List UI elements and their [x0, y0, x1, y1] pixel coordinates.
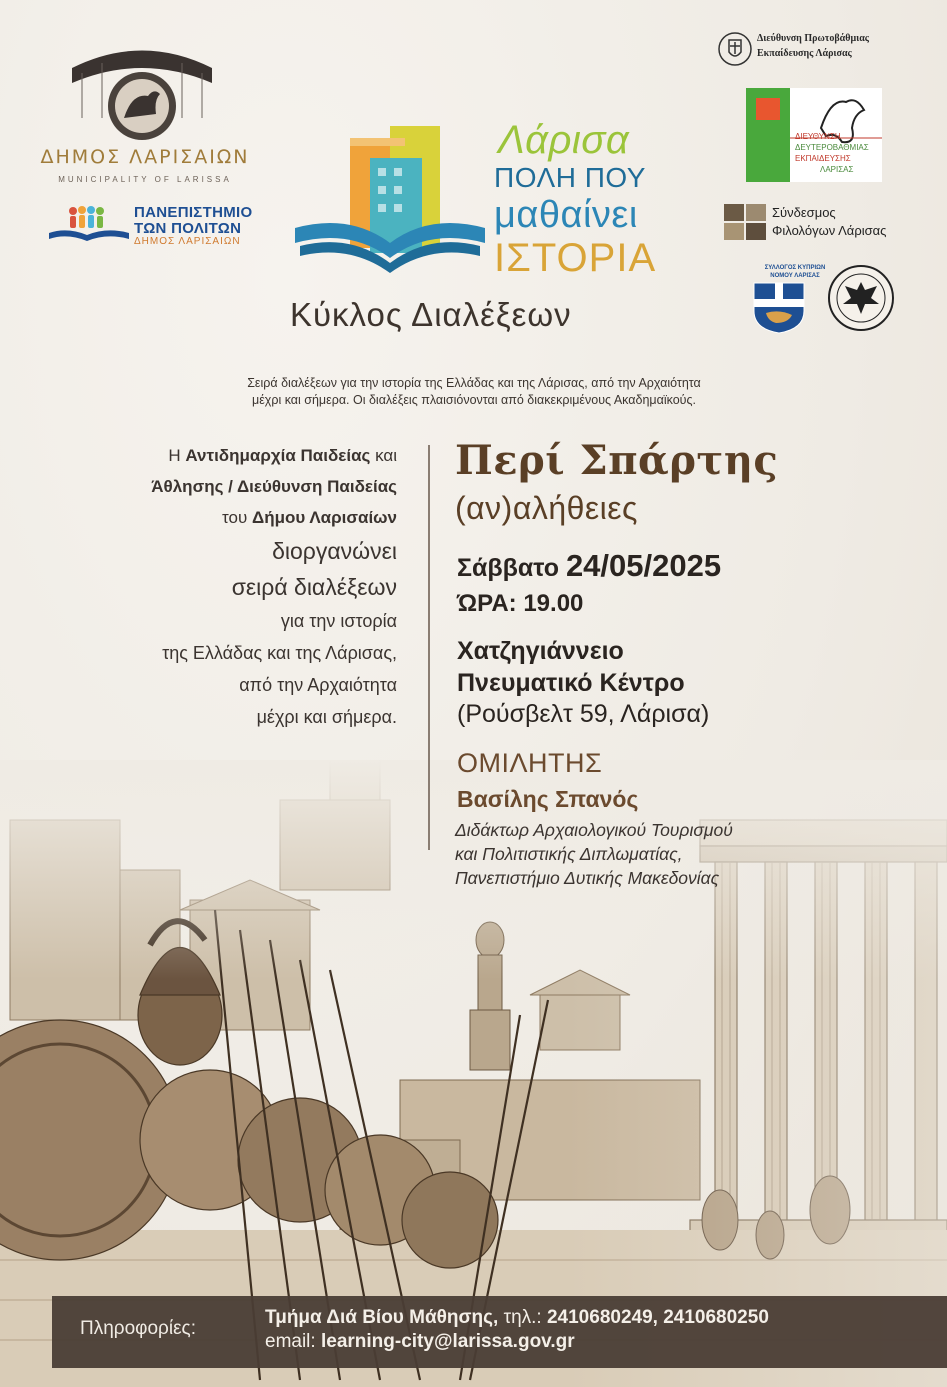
citizens-university-line1: ΠΑΝΕΠΙΣΤΗΜΙΟ: [134, 204, 253, 221]
info-label: Πληροφορίες:: [80, 1318, 196, 1339]
secondary-education-line3: ΕΚΠΑΙΔΕΥΣΗΣ: [795, 154, 851, 163]
organizer-text: [40, 440, 397, 733]
citizens-university-logo: [45, 203, 133, 245]
municipality-name: ΔΗΜΟΣ ΛΑΡΙΣΑΙΩΝ: [40, 146, 250, 168]
logo-title-line2: ΠΟΛΗ ΠΟΥ: [494, 162, 646, 193]
organizer-line4: διοργανώνει: [272, 538, 397, 564]
venue-line1: Χατζηγιάννειο: [457, 637, 624, 665]
intro-line1: Σειρά διαλέξεων για την ιστορία της Ελλάδας και της Λάρισας, από την Αρχαιότητα: [247, 376, 701, 390]
organizer-line5: σειρά διαλέξεων: [231, 574, 397, 600]
organizer-line7: της Ελλάδας και της Λάρισας,: [162, 643, 397, 663]
speaker-credentials-line2: και Πολιτιστικής Διπλωματίας,: [455, 844, 683, 864]
education-deputy-mayor: Αντιδημαρχία Παιδείας: [185, 446, 371, 465]
lecture-date: [457, 548, 721, 584]
phone-label: τηλ.:: [498, 1307, 547, 1328]
primary-education-line1: Διεύθυνση Πρωτοβάθμιας: [757, 33, 870, 44]
primary-education-line2: Εκπαίδευσης Λάρισας: [757, 48, 852, 59]
organizer-line6: για την ιστορία: [280, 611, 397, 631]
citizens-university-line3: ΔΗΜΟΣ ΛΑΡΙΣΑΙΩΝ: [134, 236, 241, 247]
philologists-line1: Σύνδεσμος: [772, 205, 836, 220]
cypriots-association-line2: ΝΟΜΟΥ ΛΑΡΙΣΑΣ: [770, 273, 820, 279]
lecture-date-value: 24/05/2025: [565, 548, 722, 583]
lecture-time: ΏΡΑ: 19.00: [457, 590, 584, 617]
email-link[interactable]: learning-city@larissa.gov.gr: [320, 1331, 575, 1352]
philologists-line2: Φιλολόγων Λάρισας: [772, 223, 887, 238]
pontic-eagle-seal: [827, 264, 895, 332]
speaker-credentials-line3: Πανεπιστήμιο Δυτικής Μακεδονίας: [455, 868, 720, 888]
venue-line2: Πνευματικό Κέντρο: [457, 669, 685, 697]
municipality-subtitle: MUNICIPALITY OF LARISSA: [58, 175, 232, 184]
cypriots-association-line1: ΣΥΛΛΟΓΟΣ ΚΥΠΡΙΩΝ: [764, 265, 826, 271]
municipality-of-larissa: Δήμου Λαρισαίων: [251, 508, 397, 527]
organizer-line8: από την Αρχαιότητα: [239, 675, 397, 695]
speaker-credentials-line1: Διδάκτωρ Αρχαιολογικού Τουρισμού: [455, 820, 733, 840]
column-divider: [428, 445, 430, 850]
secondary-education-line1: ΔΙΕΥΘΥΝΣΗ: [795, 132, 841, 141]
lecture-title: Περί Σπάρτης: [455, 437, 779, 484]
organizer-line1: Η Αντιδημαρχία Παιδείας και: [168, 446, 397, 465]
greek-emblem: [718, 30, 752, 68]
logo-title-line4: ΙΣΤΟΡΙΑ: [494, 236, 657, 280]
lecture-day: Σάββατο: [457, 554, 566, 582]
intro-line2: μέχρι και σήμερα. Οι διαλέξεις πλαισιόνονται από διακεκριμένους Ακαδημαϊκούς.: [252, 393, 696, 407]
lecture-subtitle: (αν)αλήθειες: [455, 490, 638, 526]
intro-text: [140, 375, 808, 409]
philologists-logo: [724, 204, 766, 240]
speaker-name: Βασίλης Σπανός: [457, 786, 639, 812]
cypriots-shield: [752, 281, 806, 335]
learning-city-logo: [290, 118, 490, 288]
info-email-line: [265, 1331, 575, 1353]
secondary-education-line4: ΛΑΡΙΣΑΣ: [820, 165, 854, 174]
organizer-line9: μέχρι και σήμερα.: [256, 707, 397, 727]
logo-title-line1: Λάρισα: [498, 118, 630, 162]
speaker-label: ΟΜΙΛΗΤΗΣ: [457, 748, 603, 778]
organizer-line3: του Δήμου Λαρισαίων: [222, 508, 397, 527]
email-label: email:: [265, 1331, 321, 1352]
secondary-education-line2: ΔΕΥΤΕΡΟΒΑΘΜΙΑΣ: [795, 143, 869, 152]
speaker-credentials: [455, 818, 733, 890]
phone-numbers[interactable]: 2410680249, 2410680250: [546, 1307, 769, 1328]
department-name: Τμήμα Διά Βίου Μάθησης,: [265, 1307, 499, 1328]
organizer-line2: Άθλησης / Διεύθυνση Παιδείας: [151, 477, 397, 496]
lecture-cycle-title: Κύκλος Διαλέξεων: [290, 296, 572, 333]
municipality-emblem: [62, 38, 222, 146]
citizens-university-line2: ΤΩΝ ΠΟΛΙΤΩΝ: [134, 220, 242, 237]
logo-title-line3: μαθαίνει: [494, 194, 638, 236]
info-contact-line: [265, 1307, 769, 1329]
venue-address: (Ρούσβελτ 59, Λάρισα): [457, 700, 710, 728]
